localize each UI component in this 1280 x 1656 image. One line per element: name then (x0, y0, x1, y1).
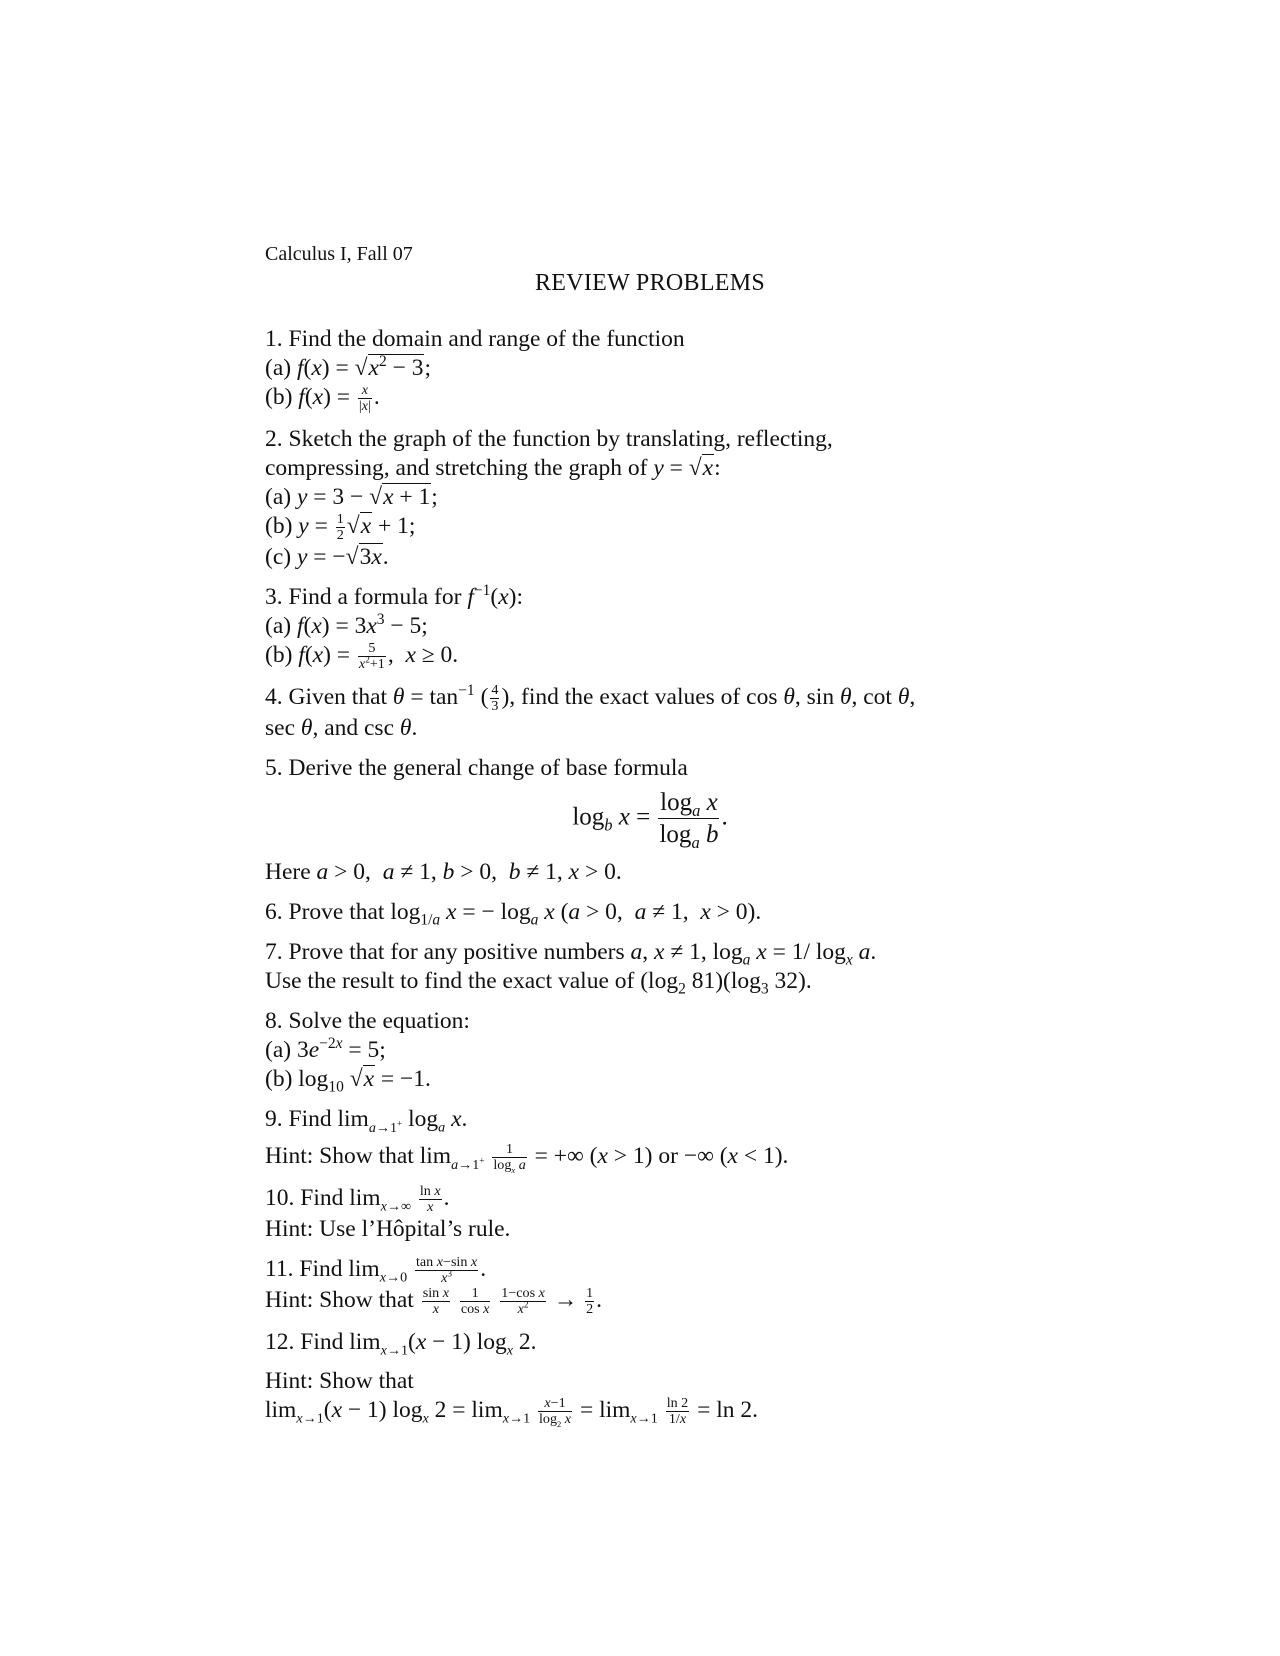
problem-12-hint-equation: $\lim_{x\to 1}(x - 1)$ $\log_x 2 = \lim_{x\to 1}$ $\frac{x-1}{\log_2 x}$ = $\lim_{x\to 1}$ $\frac{\ln 2}{1/x}$ = ln 2. (265, 1395, 759, 1429)
problem-1a: (a) $f(x) = √x^2 - 3$; (265, 353, 431, 381)
problem-7-line-1: 7. Prove that for any positive numbers a, x ≠ 1, $\log_a x = 1/$ $\log_x a$. (265, 939, 877, 969)
problem-3 (265, 583, 1035, 672)
problem-5-intro: 5. Derive the general change of base formula (265, 754, 688, 781)
problem-10-statement: 10. Find $\lim_{x\to\infty}$ $\frac{\text{ln x}}{x}$ . (265, 1183, 450, 1216)
page-title: REVIEW PROBLEMS (534, 270, 766, 296)
problem-6 (265, 898, 1035, 927)
problem-9-hint: Hint: Show that $\lim_{a\to 1^+}$ $\frac{1}{\log_x a}$ = +∞ (x > 1) or −∞ (x < 1). (265, 1141, 789, 1176)
problem-8-intro: 8. Solve the equation: (265, 1008, 470, 1035)
problem-2c: (c) y = −√3x. (265, 543, 389, 570)
problem-11-hint: Hint: Show that $\frac{\text{sin x}}{x}$ $\frac{1}{\text{cos x}}$ $\frac{\text{1−cos x}}{x^2}$ → $\frac{1}{2}$ . (265, 1285, 603, 1317)
problem-11-statement: 11. Find $\lim_{x\to 0}$ $\frac{\text{tan x−sin x}}{x^3}$ . (265, 1254, 487, 1287)
problem-7-line-2: Use the result to find the exact value of ($\log_2$ $81)(\log_3$ 32). (265, 968, 812, 998)
problem-10 (265, 1184, 1035, 1244)
problem-5-conditions: Here a > 0, a ≠ 1, b > 0, b ≠ 1, x > 0. (265, 859, 622, 886)
problem-2a: (a) y = 3 − √x + 1; (265, 483, 438, 510)
problem-4 (265, 683, 1035, 743)
problem-5 (265, 754, 1035, 888)
problem-8b: (b) $\log_{10} √x = -1$. (265, 1066, 431, 1096)
course-header: Calculus I, Fall 07 (265, 243, 413, 265)
problem-10-hint: Hint: Use l’Hôpital’s rule. (265, 1215, 511, 1242)
problem-12-hint: Hint: Show that (265, 1367, 414, 1394)
problem-6-statement: 6. Prove that $\log_{1/a} x$ = − $\log_a x$ (a > 0, a ≠ 1, x > 0). (265, 899, 762, 929)
problem-3a: (a) $f(x) = 3x^3 - 5$; (265, 610, 428, 639)
problem-8a: (a) $3e^{-2x} = 5$; (265, 1035, 386, 1064)
problem-12-statement: 12. Find $\lim_{x\to 1}(x - 1)$ $\log_x 2$. (265, 1328, 537, 1359)
problem-12 (265, 1328, 1035, 1427)
problem-2b: (b) y = $\frac{1}{2}$ √x + 1; (265, 511, 416, 544)
problem-1-intro: 1. Find the domain and range of the function (265, 326, 685, 352)
problem-1 (265, 325, 1035, 414)
problem-7 (265, 938, 1035, 996)
document-page (265, 240, 1035, 1438)
change-of-base-formula: $\log_b x$ = $\frac{\log_a x}{\log_a b}$ . (572, 788, 728, 852)
problem-2-intro-2: compressing, and stretching the graph of y = √x: (265, 454, 721, 481)
problem-9 (265, 1105, 1035, 1176)
problem-3b: (b) f(x) = $\frac{5}{x^2+1}$ , x ≥ 0. (265, 640, 459, 672)
problem-2-intro-1: 2. Sketch the graph of the function by translating, reflecting, (265, 425, 833, 452)
problem-8 (265, 1007, 1035, 1094)
problem-4-line-2: sec θ, and csc θ. (265, 714, 418, 741)
problem-11 (265, 1255, 1035, 1317)
problem-9-statement: 9. Find $\lim_{a\to 1^+} \log_a x$. (265, 1106, 468, 1136)
problem-1b: (b) f(x) = $\frac{x}{|x|}$ . (265, 382, 380, 415)
problem-2 (265, 425, 1035, 572)
problem-4-line-1: 4. Given that $\theta = \tan^{-1}$ ( $\frac{4}{3}$ ), find the exact values of cos θ, sin θ, cot θ, (265, 681, 916, 714)
problem-3-intro: 3. Find a formula for $f^{-1}(x)$: (265, 581, 523, 610)
